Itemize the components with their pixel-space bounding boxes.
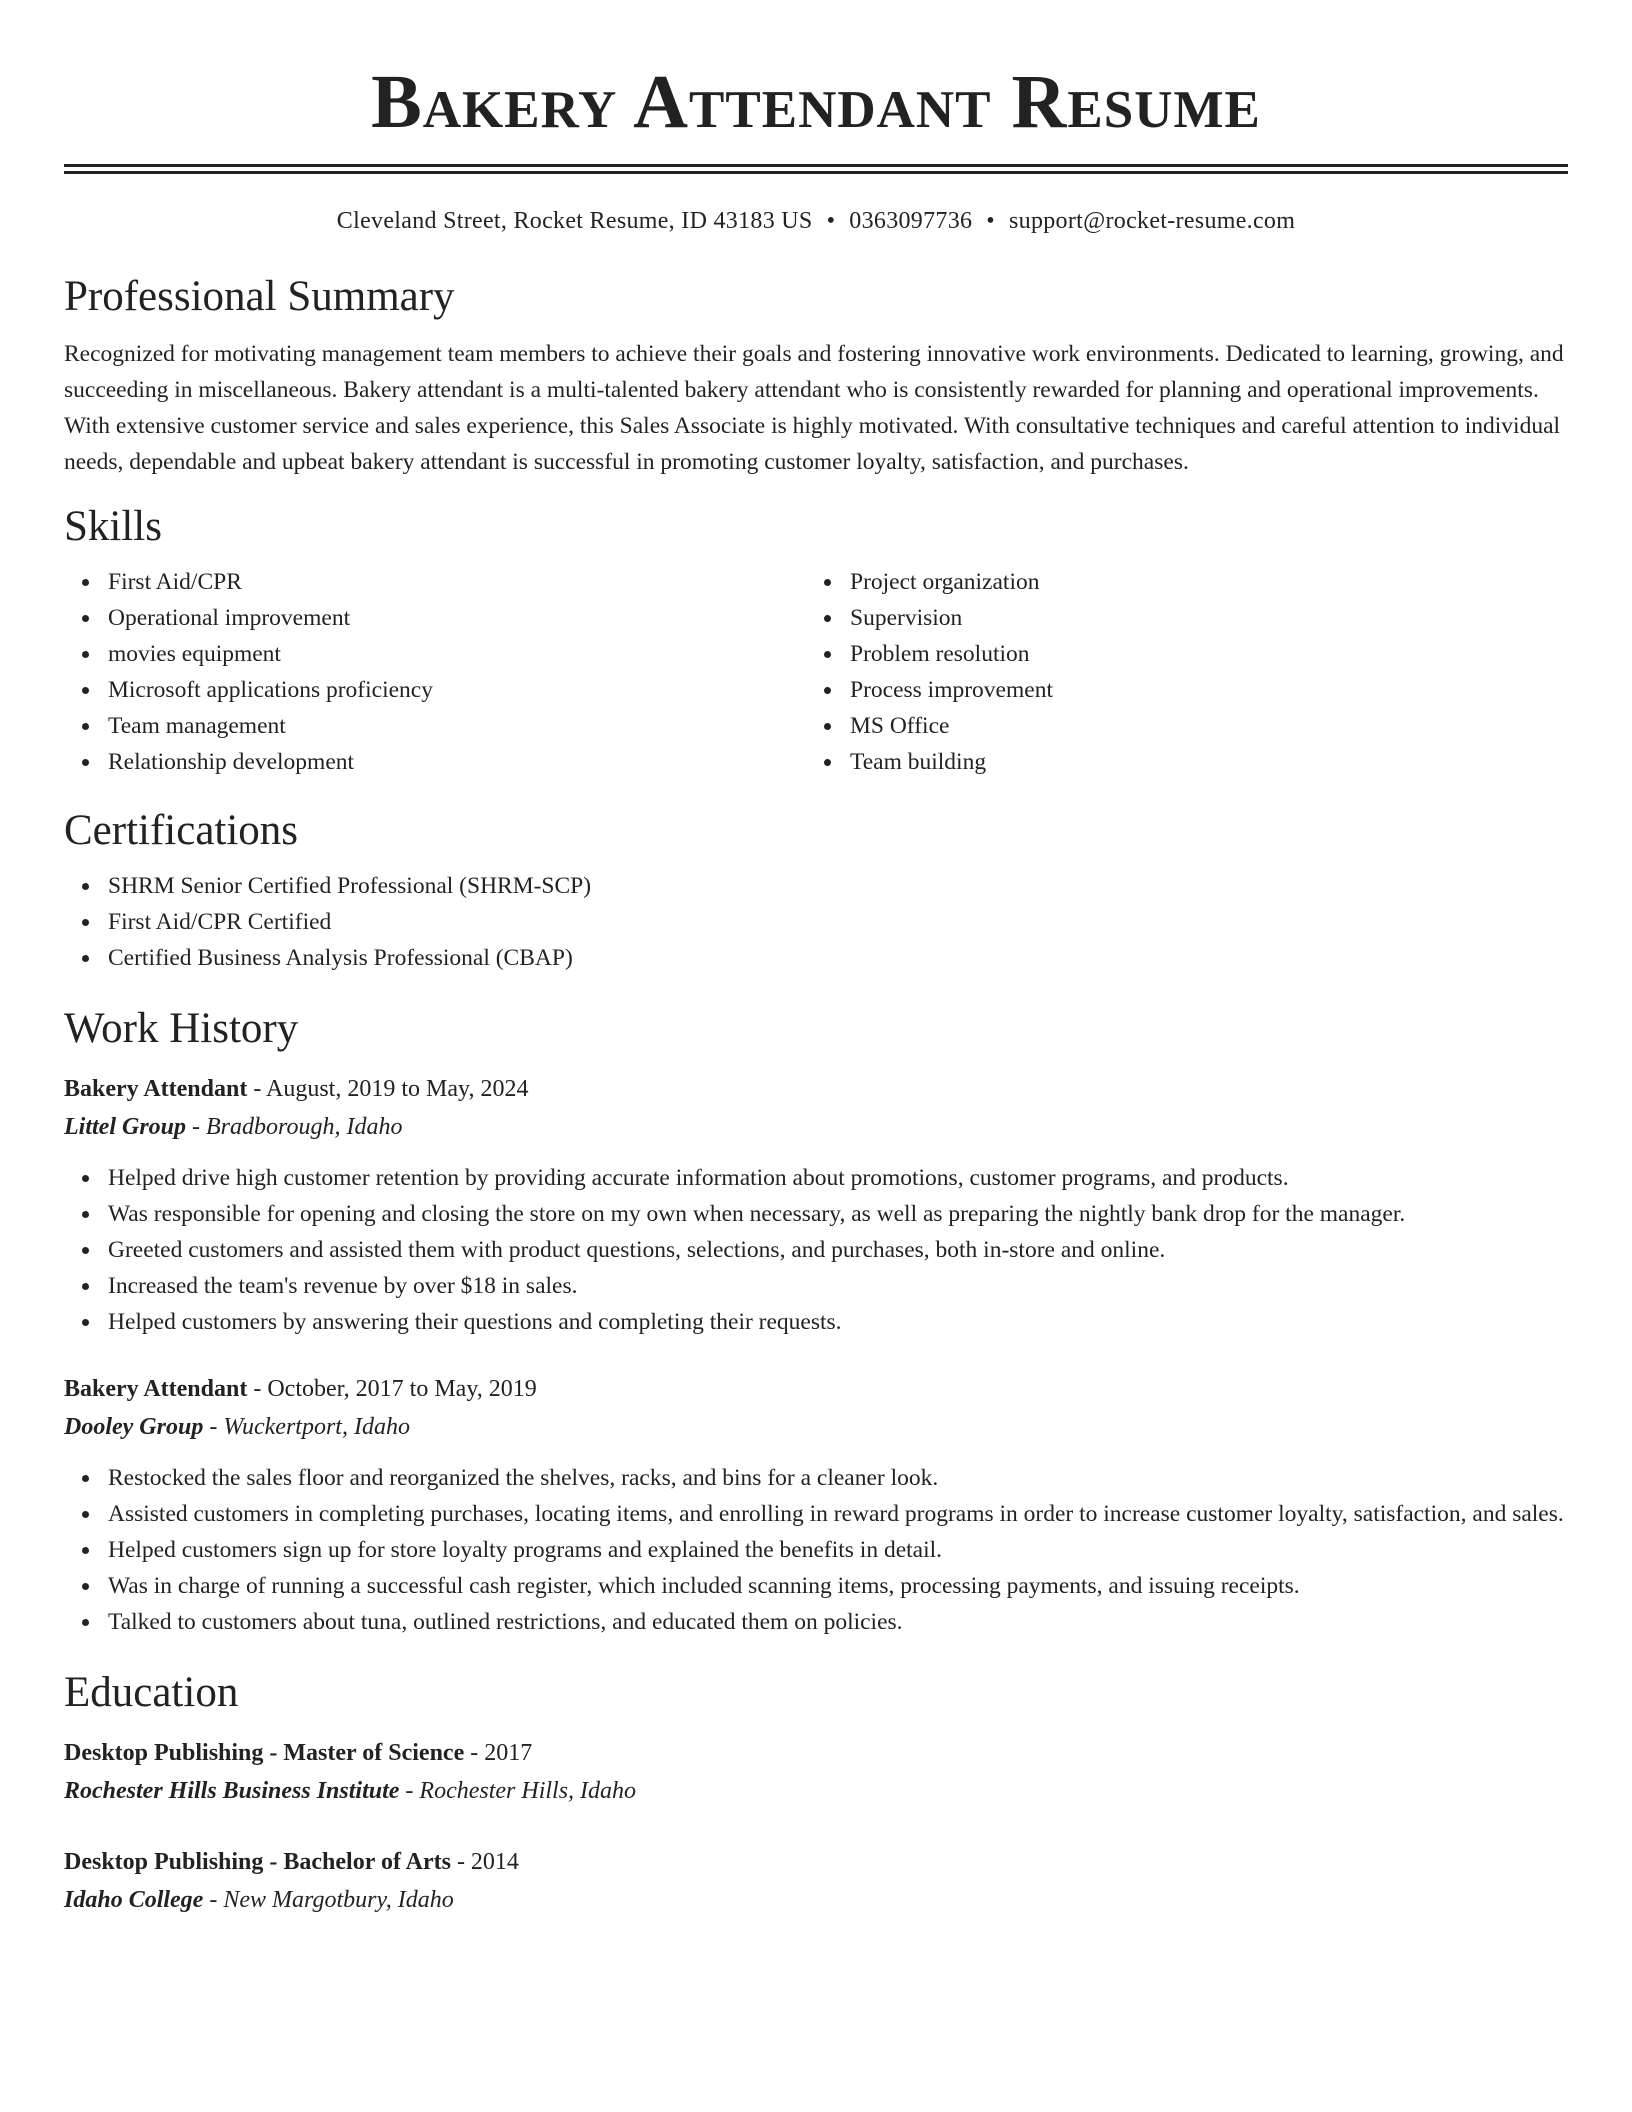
certifications-list (64, 868, 1568, 976)
job-duty: Was in charge of running a successful cash register, which included scanning items, processing payments, and issuing receipts. (108, 1568, 1568, 1604)
education-year: - 2014 (450, 1849, 519, 1875)
education-year: - 2017 (464, 1740, 533, 1766)
job-title: Bakery Attendant (64, 1076, 248, 1102)
skill-item: First Aid/CPR (108, 564, 806, 600)
skill-item: movies equipment (108, 636, 806, 672)
contact-separator: • (826, 208, 836, 234)
education-location: - Rochester Hills, Idaho (399, 1778, 637, 1804)
skill-item: MS Office (850, 708, 1548, 744)
job-duties-list (64, 1160, 1568, 1340)
job-title: Bakery Attendant (64, 1376, 248, 1402)
certification-item: SHRM Senior Certified Professional (SHRM-SCP) (108, 868, 1568, 904)
education-school-line (64, 1772, 1568, 1810)
work-history-heading: Work History (64, 1005, 299, 1052)
skill-item: Project organization (850, 564, 1548, 600)
job-company-line (64, 1408, 1568, 1446)
certification-item: First Aid/CPR Certified (108, 904, 1568, 940)
job-location: - Bradborough, Idaho (186, 1114, 403, 1140)
certification-item: Certified Business Analysis Professional (CBAP) (108, 940, 1568, 976)
skills-column-right (806, 564, 1548, 780)
skill-item: Problem resolution (850, 636, 1548, 672)
contact-address: Cleveland Street, Rocket Resume, ID 43183 US (336, 208, 813, 234)
skills-grid (64, 564, 1568, 780)
job-company: Littel Group (64, 1114, 187, 1140)
job-dates: - August, 2019 to May, 2024 (247, 1076, 529, 1102)
contact-separator: • (986, 208, 995, 234)
title-divider (64, 164, 1568, 174)
skills-column-left (64, 564, 806, 780)
job-title-line (64, 1070, 1568, 1108)
education-heading: Education (64, 1669, 239, 1716)
job-entry (64, 1070, 1568, 1340)
job-duty: Helped drive high customer retention by providing accurate information about promotions, customer programs, and products. (108, 1160, 1568, 1196)
education-location: - New Margotbury, Idaho (203, 1887, 454, 1913)
job-duty: Helped customers sign up for store loyalty programs and explained the benefits in detail. (108, 1532, 1568, 1568)
job-duty: Greeted customers and assisted them with product questions, selections, and purchases, both in-store and online. (108, 1232, 1568, 1268)
job-duties-list (64, 1460, 1568, 1640)
skill-item: Relationship development (108, 744, 806, 780)
resume-title: Bakery Attendant Resume (371, 60, 1261, 144)
skill-item: Operational improvement (108, 600, 806, 636)
job-dates: - October, 2017 to May, 2019 (247, 1376, 537, 1402)
job-duty: Helped customers by answering their questions and completing their requests. (108, 1304, 1568, 1340)
skill-item: Process improvement (850, 672, 1548, 708)
job-company-line (64, 1108, 1568, 1146)
education-school: Rochester Hills Business Institute (64, 1778, 400, 1804)
skill-item: Team management (108, 708, 806, 744)
contact-email: support@rocket-resume.com (1009, 208, 1296, 234)
job-duty: Talked to customers about tuna, outlined restrictions, and educated them on policies. (108, 1604, 1568, 1640)
education-degree: Desktop Publishing - Bachelor of Arts (64, 1849, 451, 1875)
skills-heading: Skills (64, 503, 162, 550)
job-location: - Wuckertport, Idaho (203, 1414, 410, 1440)
job-entry (64, 1370, 1568, 1640)
skill-item: Microsoft applications proficiency (108, 672, 806, 708)
education-degree-line (64, 1734, 1568, 1772)
contact-line (64, 206, 1568, 236)
education-school-line (64, 1881, 1568, 1919)
job-company: Dooley Group (64, 1414, 204, 1440)
certifications-heading: Certifications (64, 807, 299, 854)
job-duty: Increased the team's revenue by over $18 in sales. (108, 1268, 1568, 1304)
summary-heading: Professional Summary (64, 273, 455, 320)
skill-item: Supervision (850, 600, 1548, 636)
contact-phone: 0363097736 (849, 208, 973, 234)
job-duty: Restocked the sales floor and reorganized the shelves, racks, and bins for a cleaner look. (108, 1460, 1568, 1496)
job-title-line (64, 1370, 1568, 1408)
education-school: Idaho College (64, 1887, 204, 1913)
education-degree: Desktop Publishing - Master of Science (64, 1740, 465, 1766)
summary-text: Recognized for motivating management team members to achieve their goals and fostering innovative work environments. Dedicated to learning, growing, and succeeding in miscellaneous. Bakery attendant is a multi-talented bakery attendant who is consistently rewarded for planning and operational improvements. With extensive customer service and sales experience, this Sales Associate is highly motivated. With consultative techniques and careful attention to individual needs, dependable and upbeat bakery attendant is successful in promoting customer loyalty, satisfaction, and purchases. (64, 341, 1564, 475)
education-entry (64, 1843, 1568, 1919)
education-degree-line (64, 1843, 1568, 1881)
job-duty: Was responsible for opening and closing the store on my own when necessary, as well as preparing the nightly bank drop for the manager. (108, 1196, 1568, 1232)
skill-item: Team building (850, 744, 1548, 780)
job-duty: Assisted customers in completing purchases, locating items, and enrolling in reward programs in order to increase customer loyalty, satisfaction, and sales. (108, 1496, 1568, 1532)
education-entry (64, 1734, 1568, 1810)
